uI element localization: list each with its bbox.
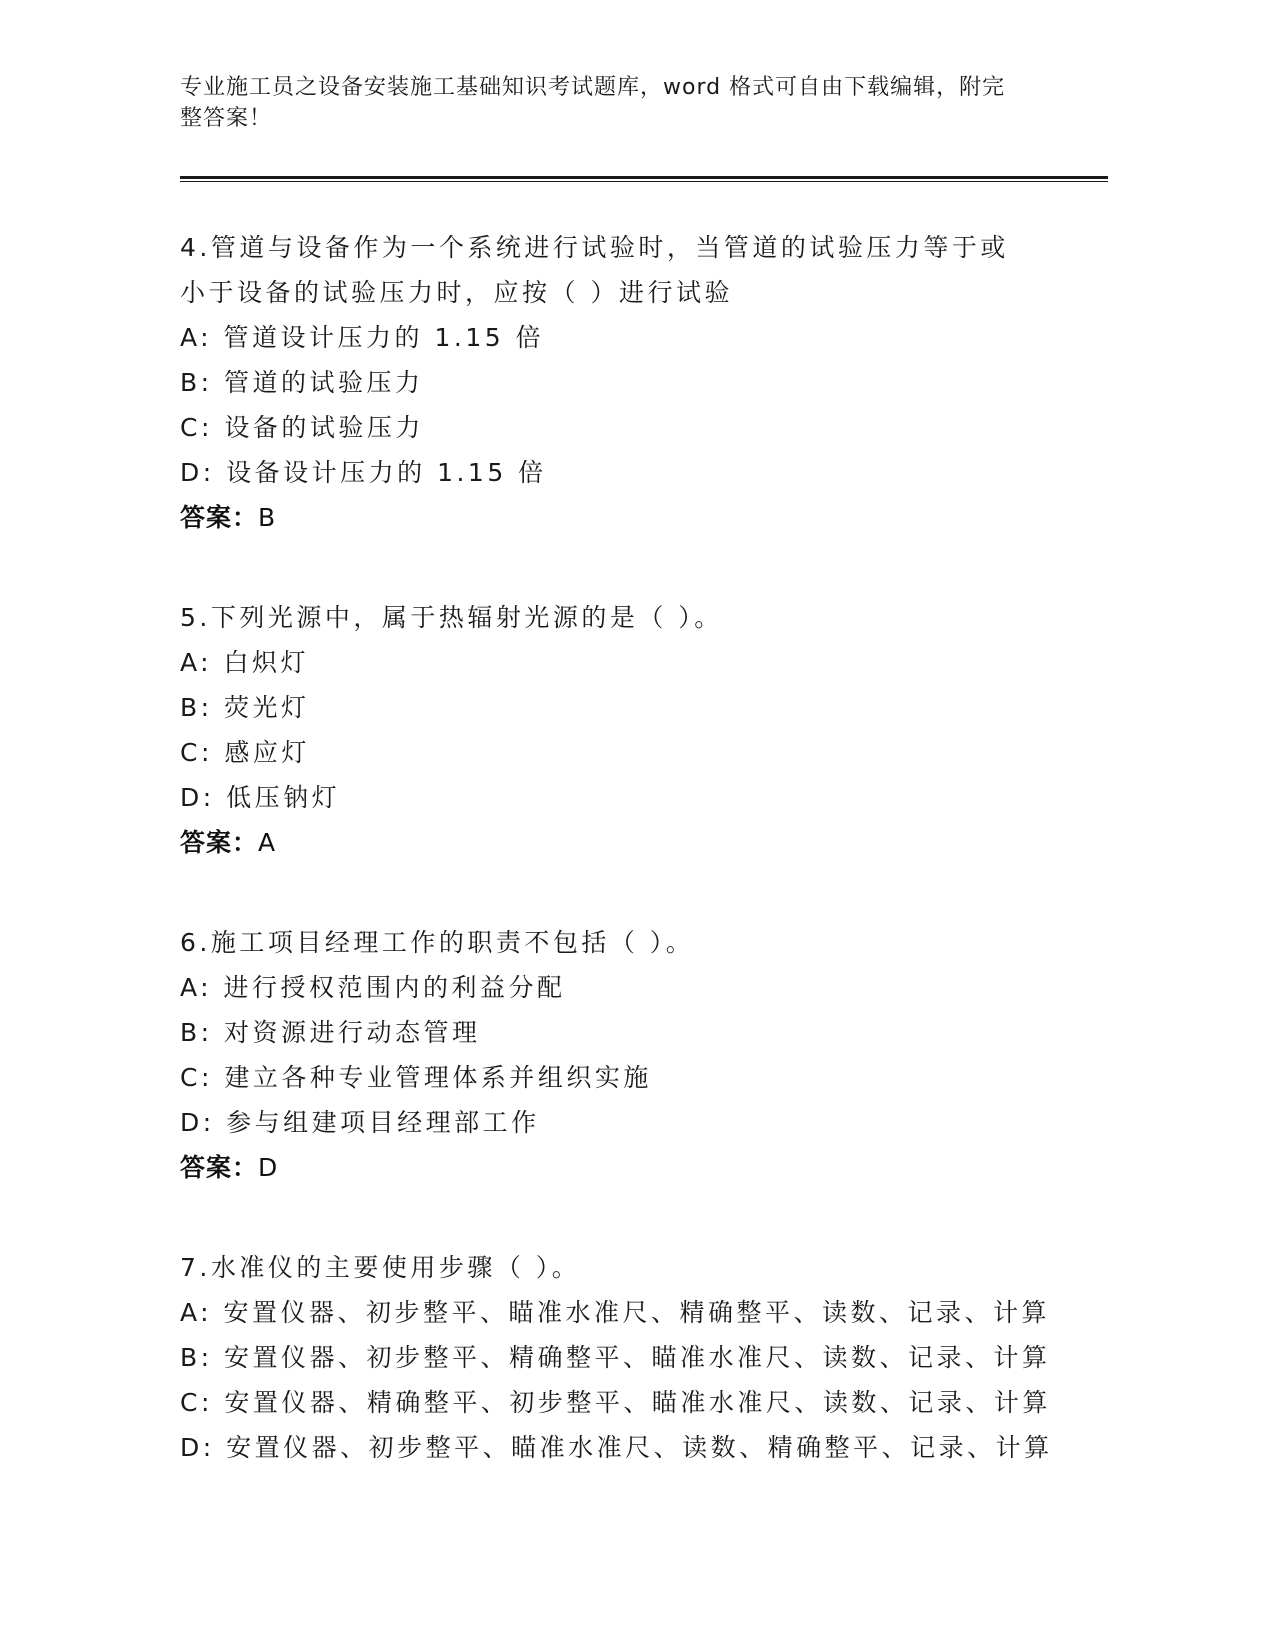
answer-line	[180, 820, 1080, 865]
answer-line	[180, 1145, 1080, 1190]
option-b: B: 安置仪器、初步整平、精确整平、瞄准水准尺、读数、记录、计算	[180, 1343, 1051, 1372]
answer-label: 答案：	[180, 828, 259, 857]
question-list	[180, 225, 1080, 1525]
question-stem: 6.施工项目经理工作的职责不包括（ ）。	[180, 928, 695, 957]
option-d: D: 参与组建项目经理部工作	[180, 1108, 540, 1137]
option-b: B: 对资源进行动态管理	[180, 1018, 481, 1047]
question-5	[180, 595, 1080, 865]
option-a: A: 安置仪器、初步整平、瞄准水准尺、精确整平、读数、记录、计算	[180, 1298, 1051, 1327]
option-a: A: 进行授权范围内的利益分配	[180, 973, 566, 1002]
option-a: A: 白炽灯	[180, 648, 310, 677]
answer-line	[180, 495, 1080, 540]
option-c: C: 感应灯	[180, 738, 310, 767]
answer-label: 答案：	[180, 1153, 259, 1182]
header-line-1: 专业施工员之设备安装施工基础知识考试题库，word 格式可自由下载编辑，附完	[180, 75, 1006, 100]
answer-label: 答案：	[180, 503, 259, 532]
document-header	[180, 72, 1060, 134]
question-stem: 7.水准仪的主要使用步骤（ ）。	[180, 1253, 581, 1282]
answer-value: B	[258, 503, 277, 532]
question-stem: 5.下列光源中，属于热辐射光源的是（ ）。	[180, 603, 723, 632]
option-d: D: 低压钠灯	[180, 783, 341, 812]
option-c: C: 安置仪器、精确整平、初步整平、瞄准水准尺、读数、记录、计算	[180, 1388, 1051, 1417]
question-stem: 4.管道与设备作为一个系统进行试验时，当管道的试验压力等于或小于设备的试验压力时，应按（ ）进行试验	[180, 233, 1009, 307]
question-4	[180, 225, 1080, 540]
answer-value: A	[258, 828, 277, 857]
option-d: D: 安置仪器、初步整平、瞄准水准尺、读数、精确整平、记录、计算	[180, 1433, 1053, 1462]
option-c: C: 设备的试验压力	[180, 413, 424, 442]
question-6	[180, 920, 1080, 1190]
option-c: C: 建立各种专业管理体系并组织实施	[180, 1063, 652, 1092]
option-b: B: 管道的试验压力	[180, 368, 424, 397]
header-divider-thin	[180, 181, 1108, 182]
option-d: D: 设备设计压力的 1.15 倍	[180, 458, 547, 487]
header-divider-thick	[180, 176, 1108, 179]
answer-value: D	[258, 1153, 279, 1182]
option-a: A: 管道设计压力的 1.15 倍	[180, 323, 545, 352]
option-b: B: 荧光灯	[180, 693, 310, 722]
question-7	[180, 1245, 1080, 1470]
header-line-2: 整答案！	[180, 106, 273, 131]
